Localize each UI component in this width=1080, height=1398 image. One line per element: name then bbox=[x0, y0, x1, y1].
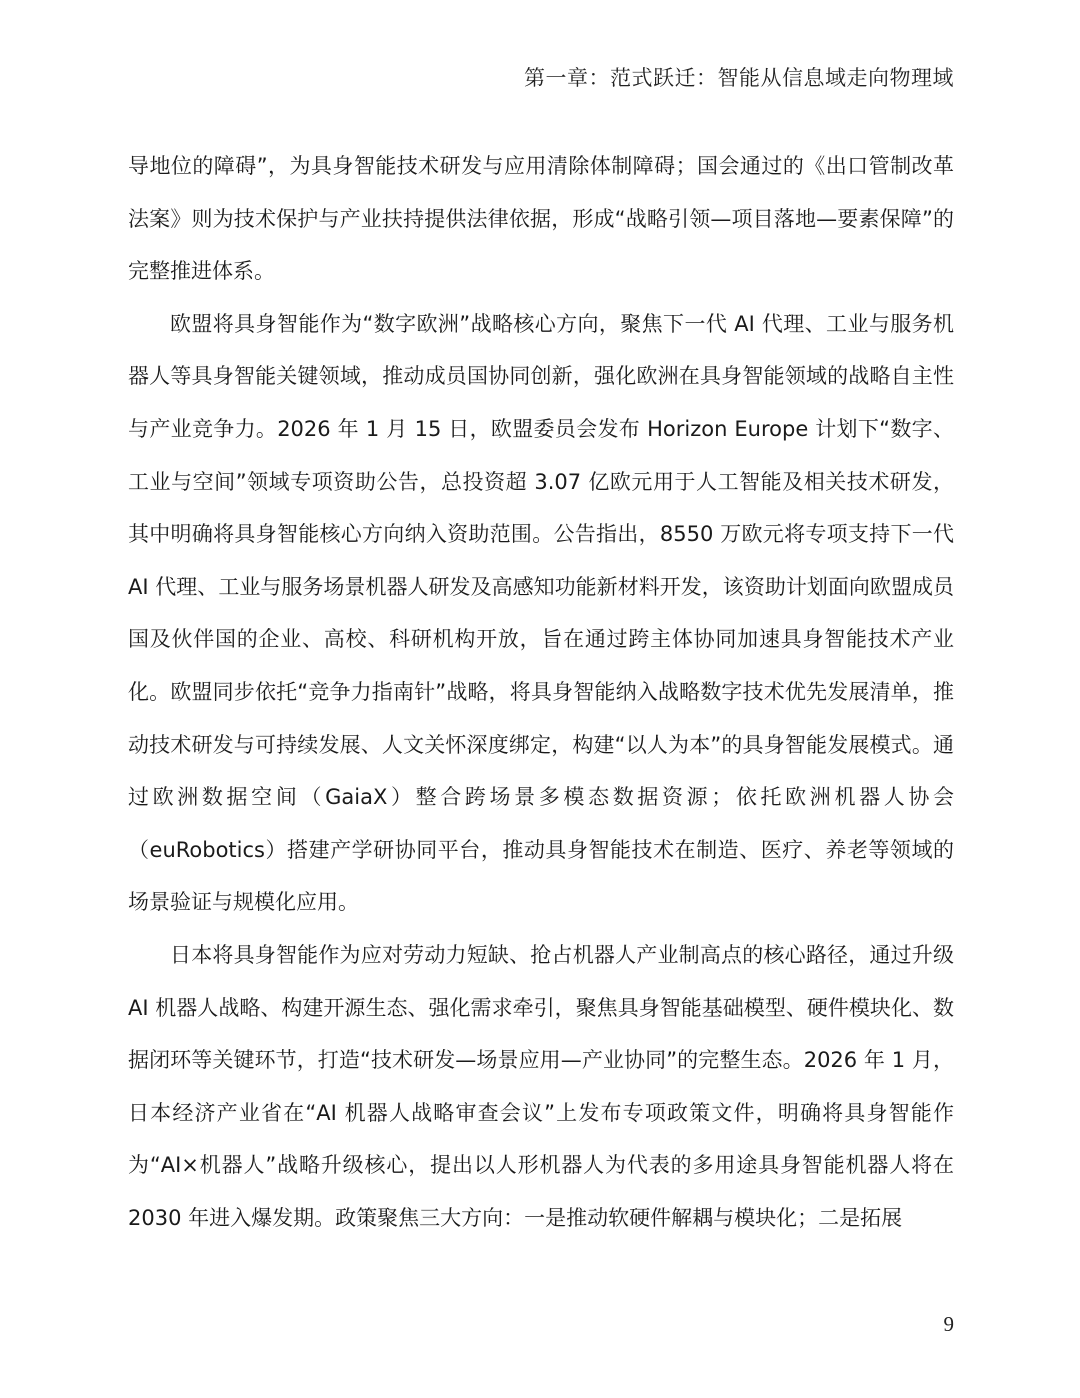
paragraph-continuation: 导地位的障碍”，为具身智能技术研发与应用清除体制障碍；国会通过的《出口管制改革法案》则为技术保护与产业扶持提供法律依据，形成“战略引领—项目落地—要素保障”的完整推进体系。 bbox=[128, 154, 954, 284]
paragraph-eu: 欧盟将具身智能作为“数字欧洲”战略核心方向，聚焦下一代 AI 代理、工业与服务机器人等具身智能关键领域，推动成员国协同创新，强化欧洲在具身智能领域的战略自主性与产业竞争力。2026 年 1 月 15 日，欧盟委员会发布 Horizon Europe 计划下“数字、工业与空间”领域专项资助公告，总投资超 3.07 亿欧元用于人工智能及相关技术研发，其中明确将具身智能核心方向纳入资助范围。公告指出，8550 万欧元将专项支持下一代 AI 代理、工业与服务场景机器人研发及高感知功能新材料开发，该资助计划面向欧盟成员国及伙伴国的企业、高校、科研机构开放，旨在通过跨主体协同加速具身智能技术产业化。欧盟同步依托“竞争力指南针”战略，将具身智能纳入战略数字技术优先发展清单，推动技术研发与可持续发展、人文关怀深度绑定，构建“以人为本”的具身智能发展模式。通过欧洲数据空间（GaiaX）整合跨场景多模态数据资源；依托欧洲机器人协会（euRobotics）搭建产学研协同平台，推动具身智能技术在制造、医疗、养老等领域的场景验证与规模化应用。 bbox=[128, 311, 954, 915]
running-header: 第一章：范式跃迁：智能从信息域走向物理域 bbox=[524, 66, 954, 90]
page-number: 9 bbox=[943, 1312, 954, 1336]
body-text bbox=[128, 140, 954, 1244]
paragraph-japan: 日本将具身智能作为应对劳动力短缺、抢占机器人产业制高点的核心路径，通过升级 AI 机器人战略、构建开源生态、强化需求牵引，聚焦具身智能基础模型、硬件模块化、数据闭环等关键环节，打造“技术研发—场景应用—产业协同”的完整生态。2026 年 1 月，日本经济产业省在“AI 机器人战略审查会议”上发布专项政策文件，明确将具身智能作为“AI×机器人”战略升级核心，提出以人形机器人为代表的多用途具身智能机器人将在 2030 年进入爆发期。政策聚焦三大方向：一是推动软硬件解耦与模块化；二是拓展 bbox=[128, 942, 954, 1230]
